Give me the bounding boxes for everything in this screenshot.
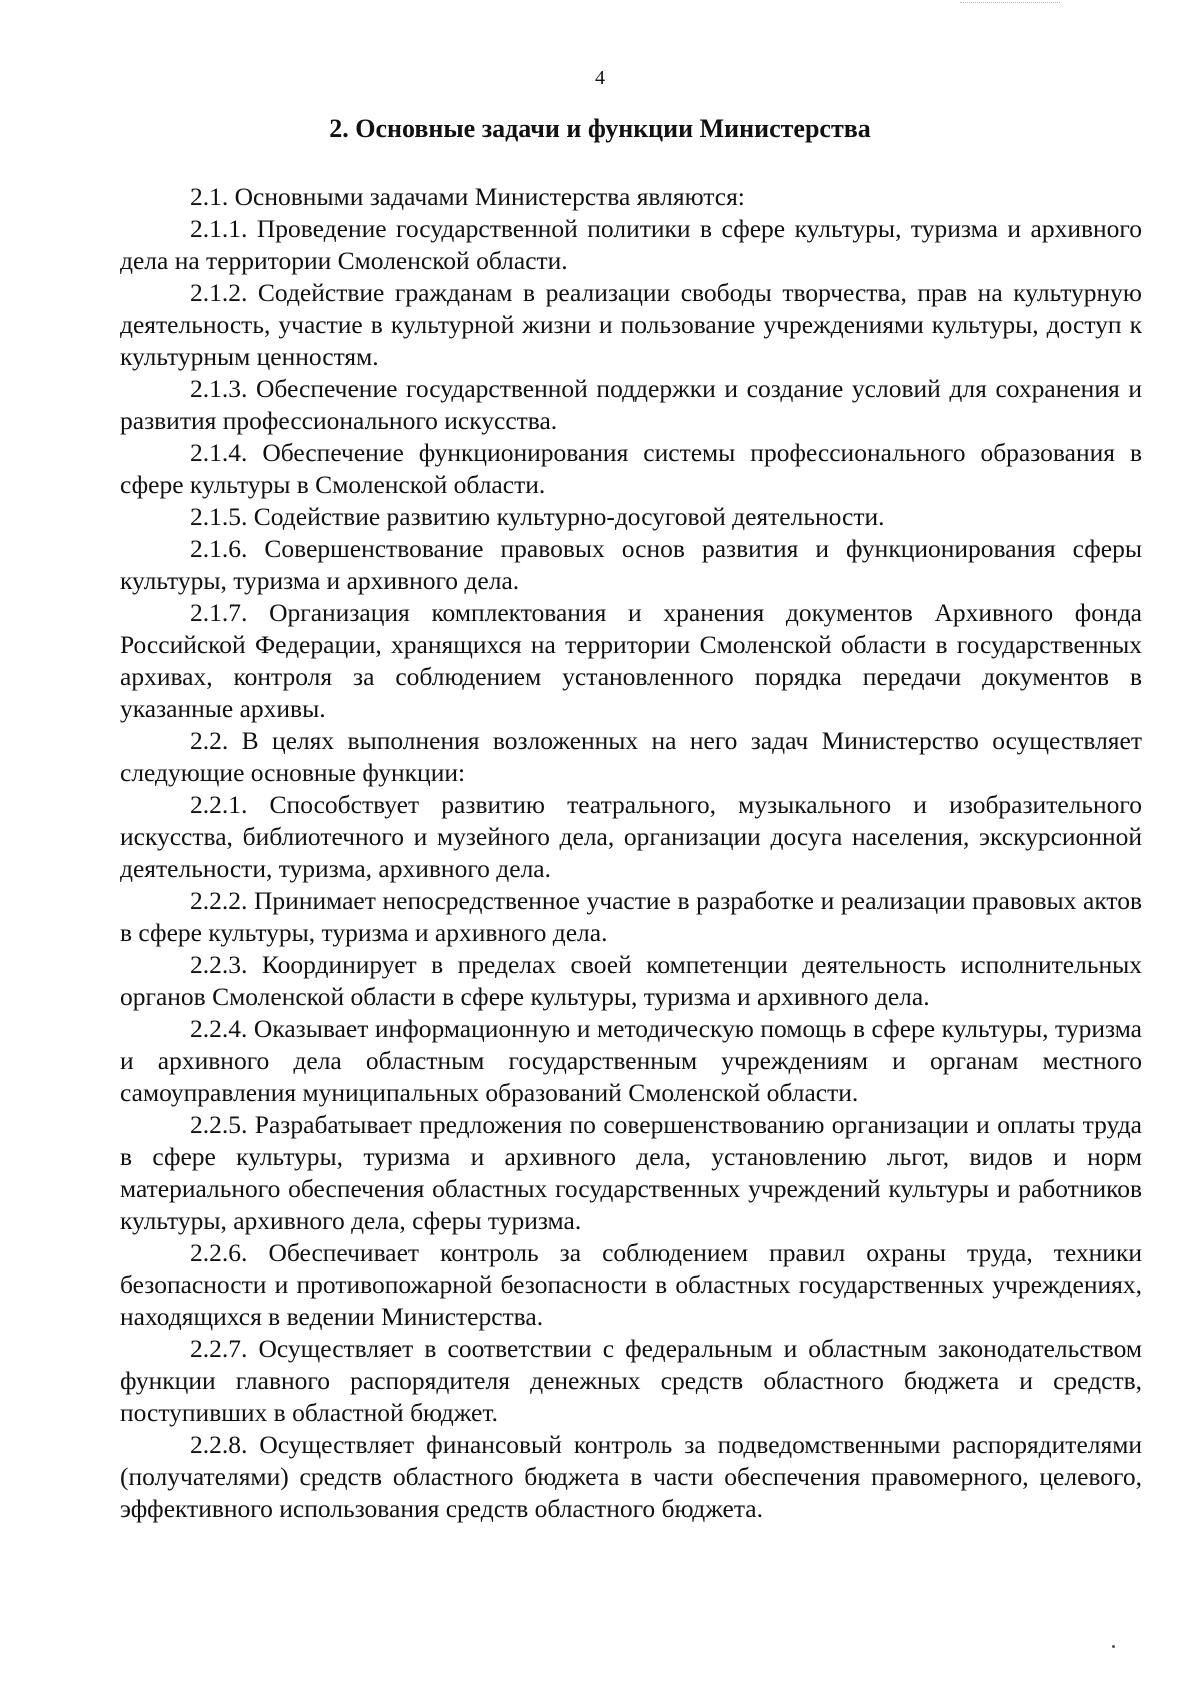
paragraph-2-2-7: 2.2.7. Осуществляет в соответствии с федеральным и областным законодательством функции главного распорядителя денежных средств областного бюджета и средств, поступивших в областной бюджет.: [120, 1334, 1142, 1427]
paragraph-2-2-5: 2.2.5. Разрабатывает предложения по совершенствованию организации и оплаты труда в сфере культуры, туризма и архивного дела, установлению льгот, видов и норм материального обеспечения областных государственных учреждений культуры и работников культуры, архивного дела, сферы туризма.: [120, 1110, 1142, 1235]
scan-artifact: [960, 2, 1060, 5]
paragraph-2-2-2: 2.2.2. Принимает непосредственное участие в разработке и реализации правовых актов в сфере культуры, туризма и архивного дела.: [120, 886, 1142, 947]
paragraph-2-2-3: 2.2.3. Координирует в пределах своей компетенции деятельность исполнительных органов Смоленской области в сфере культуры, туризма и архивного дела.: [120, 950, 1142, 1011]
page-number: 4: [595, 67, 605, 89]
paragraph-2-1-6: 2.1.6. Совершенствование правовых основ развития и функционирования сферы культуры, туризма и архивного дела.: [120, 534, 1142, 595]
paragraph-2-1-2: 2.1.2. Содействие гражданам в реализации свободы творчества, прав на культурную деятельность, участие в культурной жизни и пользование учреждениями культуры, доступ к культурным ценностям.: [120, 278, 1142, 371]
section-title: 2. Основные задачи и функции Министерства: [329, 114, 871, 143]
paragraph-2-2-6: 2.2.6. Обеспечивает контроль за соблюдением правил охраны труда, техники безопасности и противопожарной безопасности в областных государственных учреждениях, находящихся в ведении Министерства.: [120, 1238, 1142, 1331]
paragraph-2-1-3: 2.1.3. Обеспечение государственной поддержки и создание условий для сохранения и развития профессионального искусства.: [120, 374, 1142, 435]
paragraph-2-1-1: 2.1.1. Проведение государственной политики в сфере культуры, туризма и архивного дела на территории Смоленской области.: [120, 214, 1142, 275]
paragraph-2-2-8: 2.2.8. Осуществляет финансовый контроль за подведомственными распорядителями (получателями) средств областного бюджета в части обеспечения правомерного, целевого, эффективного использования средств областного бюджета.: [120, 1430, 1142, 1523]
paragraph-2-2-1: 2.2.1. Способствует развитию театрального, музыкального и изобразительного искусства, библиотечного и музейного дела, организации досуга населения, экскурсионной деятельности, туризма, архивного дела.: [120, 790, 1142, 883]
scan-dot: [1112, 1645, 1115, 1648]
paragraph-2-2-4: 2.2.4. Оказывает информационную и методическую помощь в сфере культуры, туризма и архивного дела областным государственным учреждениям и органам местного самоуправления муниципальных образований Смоленской области.: [120, 1014, 1142, 1107]
paragraph-2-2: 2.2. В целях выполнения возложенных на него задач Министерство осуществляет следующие основные функции:: [120, 726, 1142, 787]
paragraph-2-1-7: 2.1.7. Организация комплектования и хранения документов Архивного фонда Российской Федерации, хранящихся на территории Смоленской области в государственных архивах, контроля за соблюдением установленного порядка передачи документов в указанные архивы.: [120, 598, 1142, 723]
paragraph-2-1-5: 2.1.5. Содействие развитию культурно-досуговой деятельности.: [190, 502, 885, 531]
document-body: [120, 181, 1142, 1525]
paragraph-2-1-4: 2.1.4. Обеспечение функционирования системы профессионального образования в сфере культуры в Смоленской области.: [120, 438, 1142, 499]
paragraph-2-1: 2.1. Основными задачами Министерства являются:: [190, 182, 745, 211]
